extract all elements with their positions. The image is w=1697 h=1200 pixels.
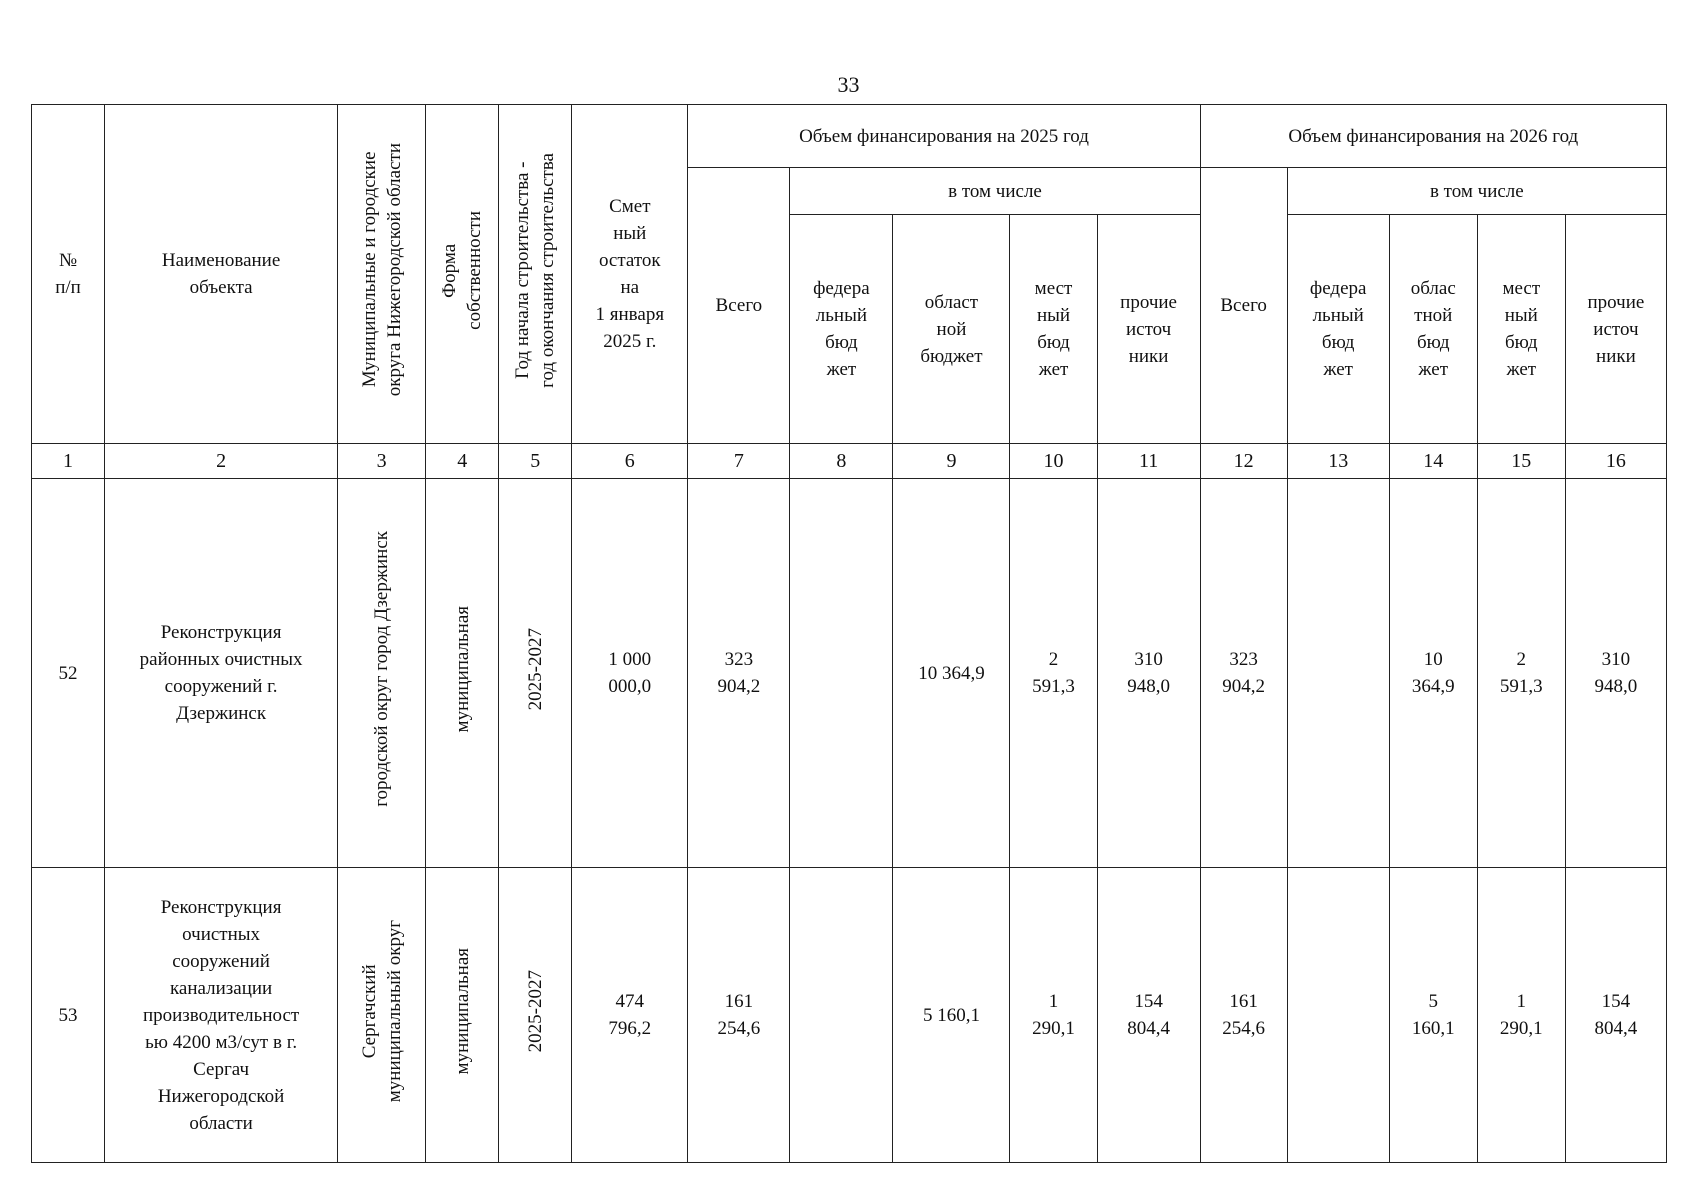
column-number-row	[32, 444, 1667, 479]
federal-2025	[790, 868, 893, 1163]
header-financing-2025: Объем финансирования на 2025 год	[688, 105, 1200, 168]
local-2025: 2 591,3	[1010, 479, 1097, 868]
header-years: Год начала строительства - год окончания строительства	[512, 152, 559, 388]
header-row-groups	[32, 105, 1667, 168]
row-num: 52	[32, 479, 105, 868]
column-number: 2	[105, 444, 338, 479]
regional-2026: 5 160,1	[1389, 868, 1477, 1163]
header-total-2025: Всего	[688, 168, 790, 444]
financing-table	[31, 104, 1667, 1163]
regional-2025: 10 364,9	[893, 479, 1010, 868]
column-number: 7	[688, 444, 790, 479]
header-ownership-cell	[426, 105, 499, 444]
other-2025: 154 804,4	[1097, 868, 1200, 1163]
district-cell	[338, 479, 426, 868]
column-number: 16	[1565, 444, 1666, 479]
column-number: 15	[1477, 444, 1565, 479]
column-number: 3	[338, 444, 426, 479]
header-other-2025: прочие источ ники	[1097, 215, 1200, 444]
total-2026: 323 904,2	[1200, 479, 1287, 868]
row-num: 53	[32, 868, 105, 1163]
header-district-cell	[338, 105, 426, 444]
column-number: 9	[893, 444, 1010, 479]
header-other-2026: прочие источ ники	[1565, 215, 1666, 444]
header-ownership: Форма собственности	[439, 210, 486, 330]
total-2025: 323 904,2	[688, 479, 790, 868]
header-total-2026: Всего	[1200, 168, 1287, 444]
header-district: Муниципальные и городские округа Нижегородской области	[358, 143, 405, 397]
header-local-2025: мест ный бюд жет	[1010, 215, 1097, 444]
district: городской округ город Дзержинск	[371, 531, 393, 807]
header-num: № п/п	[32, 105, 105, 444]
header-regional-2025: област ной бюджет	[893, 215, 1010, 444]
header-financing-2026: Объем финансирования на 2026 год	[1200, 105, 1666, 168]
table-row	[32, 868, 1667, 1163]
header-local-2026: мест ный бюд жет	[1477, 215, 1565, 444]
other-2026: 310 948,0	[1565, 479, 1666, 868]
column-number: 4	[426, 444, 499, 479]
table-row	[32, 479, 1667, 868]
object-name: Реконструкция очистных сооружений канализации производительност ью 4200 м3/сут в г. Сергач Нижегородской области	[105, 868, 338, 1163]
column-number: 8	[790, 444, 893, 479]
years-cell	[499, 868, 572, 1163]
ownership-cell	[426, 479, 499, 868]
local-2026: 1 290,1	[1477, 868, 1565, 1163]
district-cell	[338, 868, 426, 1163]
federal-2026	[1287, 479, 1389, 868]
header-federal-2025: федера льный бюд жет	[790, 215, 893, 444]
local-2026: 2 591,3	[1477, 479, 1565, 868]
header-federal-2026: федера льный бюд жет	[1287, 215, 1389, 444]
column-number: 10	[1010, 444, 1097, 479]
page-number: 33	[837, 72, 860, 97]
federal-2025	[790, 479, 893, 868]
other-2026: 154 804,4	[1565, 868, 1666, 1163]
total-2026: 161 254,6	[1200, 868, 1287, 1163]
regional-2025: 5 160,1	[893, 868, 1010, 1163]
header-object-name: Наименование объекта	[105, 105, 338, 444]
estimated-balance: 474 796,2	[572, 868, 688, 1163]
estimated-balance: 1 000 000,0	[572, 479, 688, 868]
total-2025: 161 254,6	[688, 868, 790, 1163]
ownership: муниципальная	[451, 947, 473, 1075]
federal-2026	[1287, 868, 1389, 1163]
column-number: 6	[572, 444, 688, 479]
column-number: 14	[1389, 444, 1477, 479]
construction-years: 2025-2027	[524, 627, 546, 711]
header-years-cell	[499, 105, 572, 444]
regional-2026: 10 364,9	[1389, 479, 1477, 868]
district: Сергачский муниципальный округ	[358, 919, 405, 1103]
years-cell	[499, 479, 572, 868]
header-estimated-balance: Смет ный остаток на 1 января 2025 г.	[572, 105, 688, 444]
column-number: 13	[1287, 444, 1389, 479]
column-number: 1	[32, 444, 105, 479]
column-number: 5	[499, 444, 572, 479]
header-including-2026: в том числе	[1287, 168, 1666, 215]
ownership: муниципальная	[451, 605, 473, 733]
object-name: Реконструкция районных очистных сооружений г. Дзержинск	[105, 479, 338, 868]
local-2025: 1 290,1	[1010, 868, 1097, 1163]
ownership-cell	[426, 868, 499, 1163]
header-including-2025: в том числе	[790, 168, 1200, 215]
other-2025: 310 948,0	[1097, 479, 1200, 868]
construction-years: 2025-2027	[524, 969, 546, 1053]
column-number: 12	[1200, 444, 1287, 479]
column-number: 11	[1097, 444, 1200, 479]
header-regional-2026: облас тной бюд жет	[1389, 215, 1477, 444]
